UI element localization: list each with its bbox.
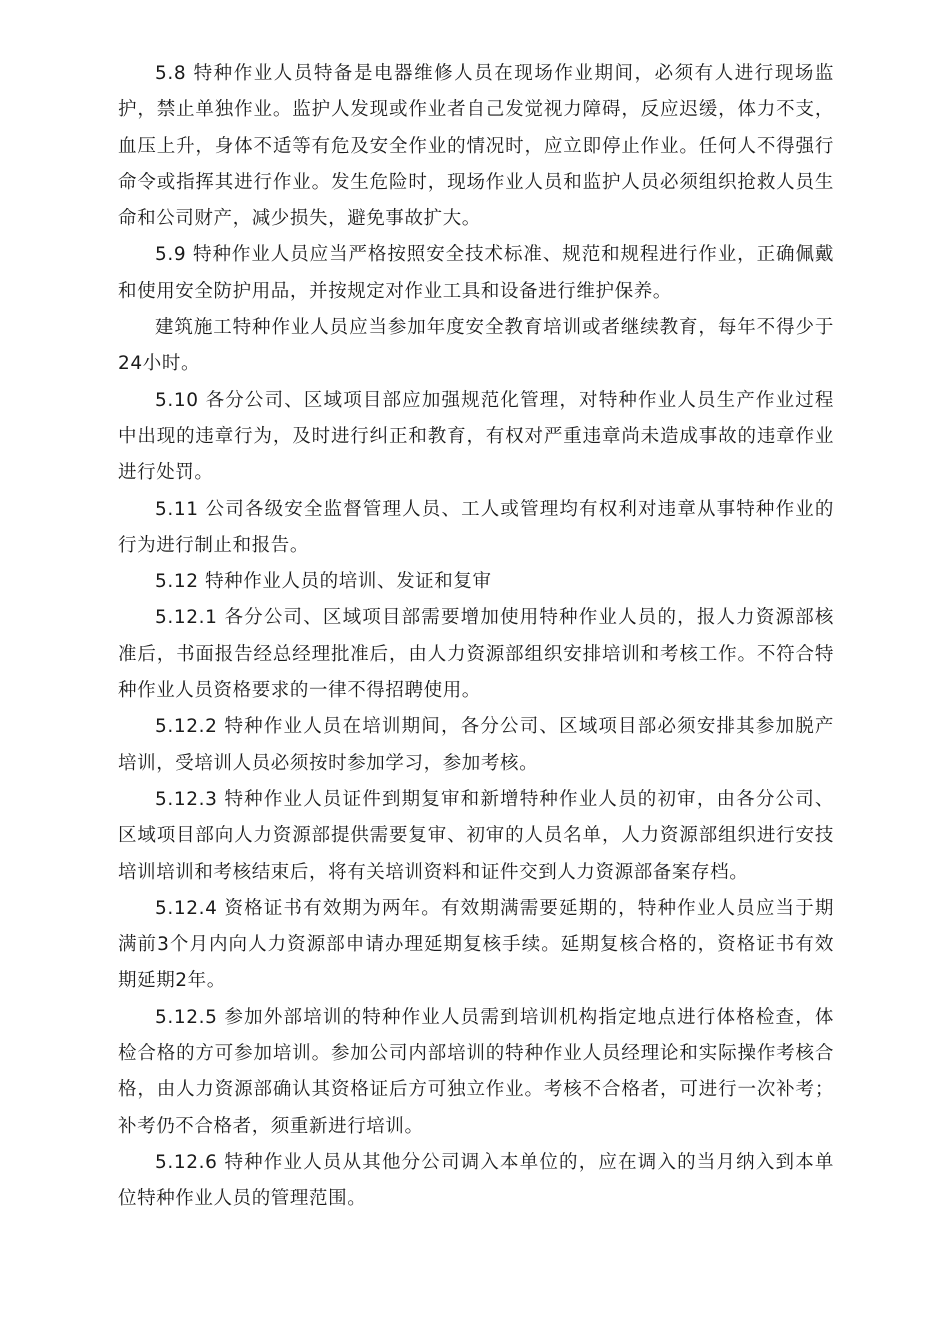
paragraph-5-8: 5.8 特种作业人员特备是电器维修人员在现场作业期间，必须有人进行现场监护，禁止单独作业。监护人发现或作业者自己发觉视力障碍，反应迟缓，体力不支，血压上升，身体不适等有危及安全作业的情况时，应立即停止作业。任何人不得强行命令或指挥其进行作业。发生危险时，现场作业人员和监护人员必须组织抢救人员生命和公司财产，减少损失，避免事故扩大。 <box>118 63 834 230</box>
paragraph-5-12-5: 5.12.5 参加外部培训的特种作业人员需到培训机构指定地点进行体格检查，体检合格的方可参加培训。参加公司内部培训的特种作业人员经理论和实际操作考核合格，由人力资源部确认其资格证后方可独立作业。考核不合格者，可进行一次补考；补考仍不合格者，须重新进行培训。 <box>118 1006 834 1137</box>
paragraph-5-12-1: 5.12.1 各分公司、区域项目部需要增加使用特种作业人员的，报人力资源部核准后，书面报告经总经理批准后，由人力资源部组织安排培训和考核工作。不符合特种作业人员资格要求的一律不得招聘使用。 <box>118 607 834 702</box>
paragraph-5-12-4: 5.12.4 资格证书有效期为两年。有效期满需要延期的，特种作业人员应当于期满前3个月内向人力资源部申请办理延期复核手续。延期复核合格的，资格证书有效期延期2年。 <box>118 897 834 992</box>
paragraph-5-11: 5.11 公司各级安全监督管理人员、工人或管理均有权利对违章从事特种作业的行为进行制止和报告。 <box>118 498 834 556</box>
paragraph-5-9: 5.9 特种作业人员应当严格按照安全技术标准、规范和规程进行作业，正确佩戴和使用安全防护用品，并按规定对作业工具和设备进行维护保养。 <box>118 244 834 302</box>
paragraph-5-12-6: 5.12.6 特种作业人员从其他分公司调入本单位的，应在调入的当月纳入到本单位特种作业人员的管理范围。 <box>118 1151 834 1210</box>
paragraph-5-12-2: 5.12.2 特种作业人员在培训期间，各分公司、区域项目部必须安排其参加脱产培训，受培训人员必须按时参加学习，参加考核。 <box>118 716 834 774</box>
document-page <box>118 56 834 1218</box>
paragraph-5-10: 5.10 各分公司、区域项目部应加强规范化管理，对特种作业人员生产作业过程中出现的违章行为，及时进行纠正和教育，有权对严重违章尚未造成事故的违章作业进行处罚。 <box>118 389 834 484</box>
paragraph-annual-training: 建筑施工特种作业人员应当参加年度安全教育培训或者继续教育，每年不得少于24小时。 <box>118 317 834 375</box>
paragraph-5-12-3: 5.12.3 特种作业人员证件到期复审和新增特种作业人员的初审，由各分公司、区域项目部向人力资源部提供需要复审、初审的人员名单，人力资源部组织进行安技培训培训和考核结束后，将有关培训资料和证件交到人力资源部备案存档。 <box>118 788 834 883</box>
section-heading-5-12: 5.12 特种作业人员的培训、发证和复审 <box>155 571 492 593</box>
